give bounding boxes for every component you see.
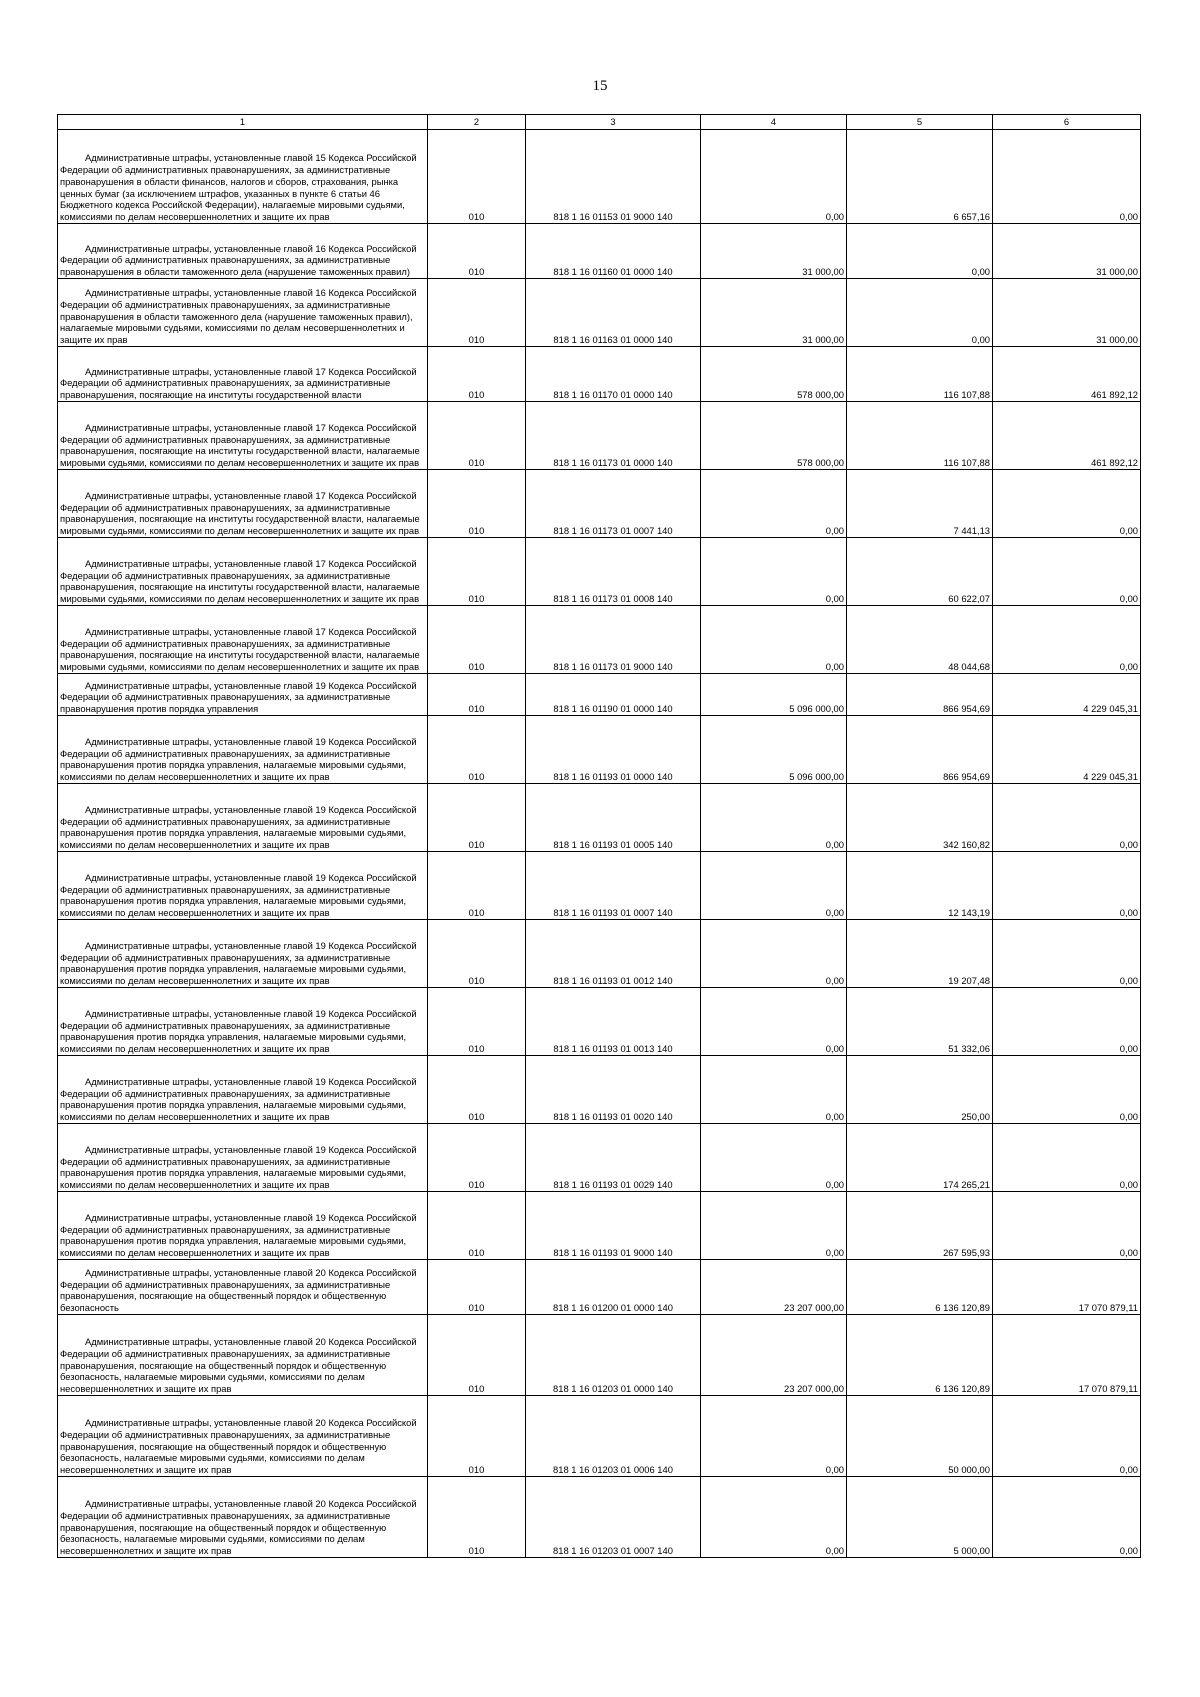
row-value-col4-cell: 578 000,00 (701, 347, 847, 402)
row-name-text: Административные штрафы, установленные главой 16 Кодекса Российской Федерации об административных правонарушениях, за административные правонарушения в области таможенного дела (нарушение таможенных правил) (60, 242, 417, 278)
row-value-col6-cell: 0,00 (993, 852, 1141, 920)
row-line-code-cell: 010 (428, 920, 526, 988)
row-name-text: Административные штрафы, установленные главой 19 Кодекса Российской Федерации об административных правонарушениях, за административные правонарушения против порядка управления, налагаемые мировыми судьями, комиссиями по делам несовершеннолетних и защите их прав (60, 803, 417, 851)
row-name-text: Административные штрафы, установленные главой 19 Кодекса Российской Федерации об административных правонарушениях, за административные правонарушения против порядка управления, налагаемые мировыми судьями, комиссиями по делам несовершеннолетних и защите их прав (60, 939, 417, 987)
row-name-text: Административные штрафы, установленные главой 17 Кодекса Российской Федерации об административных правонарушениях, за административные правонарушения, посягающие на институты государственной власти, налагаемые мировыми судьями, комиссиями по делам несовершеннолетних и защите их прав (60, 625, 420, 673)
page-number: 15 (592, 78, 608, 94)
row-value-col5-cell: 6 136 120,89 (847, 1260, 993, 1315)
row-name-text: Административные штрафы, установленные главой 19 Кодекса Российской Федерации об административных правонарушениях, за административные правонарушения против порядка управления, налагаемые мировыми судьями, комиссиями по делам несовершеннолетних и защите их прав (60, 1075, 417, 1123)
row-budget-code-cell: 818 1 16 01193 01 0000 140 (526, 716, 701, 784)
table-row (58, 538, 1141, 606)
row-name-text: Административные штрафы, установленные главой 17 Кодекса Российской Федерации об административных правонарушениях, за административные правонарушения, посягающие на институты государственной власти (60, 365, 417, 401)
row-line-code-cell: 010 (428, 784, 526, 852)
row-budget-code-cell: 818 1 16 01193 01 0013 140 (526, 988, 701, 1056)
row-name-text: Административные штрафы, установленные главой 20 Кодекса Российской Федерации об административных правонарушениях, за административные правонарушения, посягающие на общественный порядок и общественную безопасность, налагаемые мировыми судьями, комиссиями по делам несовершеннолетних и защите их прав (60, 1417, 417, 1476)
row-name-text: Административные штрафы, установленные главой 19 Кодекса Российской Федерации об административных правонарушениях, за административные правонарушения против порядка управления, налагаемые мировыми судьями, комиссиями по делам несовершеннолетних и защите их прав (60, 1007, 417, 1055)
row-name-cell (58, 674, 428, 716)
row-line-code-cell: 010 (428, 674, 526, 716)
row-budget-code-cell: 818 1 16 01173 01 9000 140 (526, 606, 701, 674)
header-cell-3: 3 (526, 115, 701, 130)
row-name-text: Административные штрафы, установленные главой 17 Кодекса Российской Федерации об административных правонарушениях, за административные правонарушения, посягающие на институты государственной власти, налагаемые мировыми судьями, комиссиями по делам несовершеннолетних и защите их прав (60, 557, 420, 605)
table-row (58, 988, 1141, 1056)
table-row (58, 606, 1141, 674)
row-value-col4-cell: 31 000,00 (701, 224, 847, 279)
row-line-code-cell: 010 (428, 716, 526, 784)
row-value-col4-cell: 23 207 000,00 (701, 1260, 847, 1315)
row-value-col6-cell: 0,00 (993, 538, 1141, 606)
row-value-col6-cell: 461 892,12 (993, 402, 1141, 470)
row-name-cell (58, 1124, 428, 1192)
row-value-col4-cell: 0,00 (701, 606, 847, 674)
row-value-col5-cell: 6 136 120,89 (847, 1315, 993, 1396)
row-value-col6-cell: 461 892,12 (993, 347, 1141, 402)
row-budget-code-cell: 818 1 16 01203 01 0007 140 (526, 1477, 701, 1558)
row-budget-code-cell: 818 1 16 01190 01 0000 140 (526, 674, 701, 716)
row-name-text: Административные штрафы, установленные главой 20 Кодекса Российской Федерации об административных правонарушениях, за административные правонарушения, посягающие на общественный порядок и общественную безопасность (60, 1266, 417, 1314)
row-value-col6-cell: 0,00 (993, 1396, 1141, 1477)
row-value-col5-cell: 12 143,19 (847, 852, 993, 920)
table-row (58, 1124, 1141, 1192)
row-value-col6-cell: 4 229 045,31 (993, 674, 1141, 716)
row-value-col4-cell: 0,00 (701, 1056, 847, 1124)
row-budget-code-cell: 818 1 16 01200 01 0000 140 (526, 1260, 701, 1315)
table-row (58, 1260, 1141, 1315)
header-cell-6: 6 (993, 115, 1141, 130)
row-value-col4-cell: 0,00 (701, 1396, 847, 1477)
row-budget-code-cell: 818 1 16 01173 01 0008 140 (526, 538, 701, 606)
row-budget-code-cell: 818 1 16 01193 01 9000 140 (526, 1192, 701, 1260)
revenue-table (57, 114, 1141, 1558)
row-line-code-cell: 010 (428, 402, 526, 470)
row-value-col4-cell: 578 000,00 (701, 402, 847, 470)
row-value-col6-cell: 31 000,00 (993, 224, 1141, 279)
row-line-code-cell: 010 (428, 852, 526, 920)
row-value-col6-cell: 0,00 (993, 988, 1141, 1056)
row-value-col5-cell: 174 265,21 (847, 1124, 993, 1192)
row-value-col6-cell: 4 229 045,31 (993, 716, 1141, 784)
row-value-col4-cell: 23 207 000,00 (701, 1315, 847, 1396)
table-row (58, 1056, 1141, 1124)
table-row (58, 347, 1141, 402)
row-value-col5-cell: 6 657,16 (847, 130, 993, 224)
row-value-col6-cell: 0,00 (993, 1477, 1141, 1558)
row-budget-code-cell: 818 1 16 01173 01 0007 140 (526, 470, 701, 538)
row-line-code-cell: 010 (428, 1056, 526, 1124)
row-value-col6-cell: 0,00 (993, 1056, 1141, 1124)
row-value-col5-cell: 866 954,69 (847, 716, 993, 784)
row-name-text: Административные штрафы, установленные главой 16 Кодекса Российской Федерации об административных правонарушениях, за административные правонарушения в области таможенного дела (нарушение таможенных правил), налагаемые мировыми судьями, комиссиями по делам несовершеннолетних и защите их прав (60, 287, 417, 346)
header-cell-4: 4 (701, 115, 847, 130)
header-cell-2: 2 (428, 115, 526, 130)
row-budget-code-cell: 818 1 16 01203 01 0006 140 (526, 1396, 701, 1477)
row-name-text: Административные штрафы, установленные главой 17 Кодекса Российской Федерации об административных правонарушениях, за административные правонарушения, посягающие на институты государственной власти, налагаемые мировыми судьями, комиссиями по делам несовершеннолетних и защите их прав (60, 489, 420, 537)
row-name-text: Административные штрафы, установленные главой 15 Кодекса Российской Федерации об административных правонарушениях, за административные правонарушения в области финансов, налогов и сборов, страхования, рынка ценных бумаг (за исключением штрафов, указанных в пункте 6 статьи 46 Бюджетного кодекса Российской Федерации), налагаемые мировыми судьями, комиссиями по делам несовершеннолетних и защите их прав (60, 152, 417, 223)
table-row (58, 1396, 1141, 1477)
row-value-col5-cell: 250,00 (847, 1056, 993, 1124)
row-value-col5-cell: 116 107,88 (847, 347, 993, 402)
row-value-col5-cell: 60 622,07 (847, 538, 993, 606)
table-header-row (58, 115, 1141, 130)
row-name-text: Административные штрафы, установленные главой 20 Кодекса Российской Федерации об административных правонарушениях, за административные правонарушения, посягающие на общественный порядок и общественную безопасность, налагаемые мировыми судьями, комиссиями по делам несовершеннолетних и защите их прав (60, 1498, 417, 1557)
row-budget-code-cell: 818 1 16 01160 01 0000 140 (526, 224, 701, 279)
row-budget-code-cell: 818 1 16 01173 01 0000 140 (526, 402, 701, 470)
row-name-cell (58, 347, 428, 402)
row-name-text: Административные штрафы, установленные главой 20 Кодекса Российской Федерации об административных правонарушениях, за административные правонарушения, посягающие на общественный порядок и общественную безопасность, налагаемые мировыми судьями, комиссиями по делам несовершеннолетних и защите их прав (60, 1336, 417, 1395)
row-value-col5-cell: 48 044,68 (847, 606, 993, 674)
row-line-code-cell: 010 (428, 988, 526, 1056)
table-row (58, 852, 1141, 920)
row-name-cell (58, 852, 428, 920)
row-budget-code-cell: 818 1 16 01193 01 0007 140 (526, 852, 701, 920)
row-value-col5-cell: 0,00 (847, 279, 993, 347)
row-value-col4-cell: 5 096 000,00 (701, 674, 847, 716)
row-name-text: Административные штрафы, установленные главой 17 Кодекса Российской Федерации об административных правонарушениях, за административные правонарушения, посягающие на институты государственной власти, налагаемые мировыми судьями, комиссиями по делам несовершеннолетних и защите их прав (60, 421, 420, 469)
row-value-col6-cell: 31 000,00 (993, 279, 1141, 347)
table-row (58, 784, 1141, 852)
row-value-col6-cell: 17 070 879,11 (993, 1315, 1141, 1396)
row-line-code-cell: 010 (428, 606, 526, 674)
row-line-code-cell: 010 (428, 1124, 526, 1192)
row-value-col6-cell: 17 070 879,11 (993, 1260, 1141, 1315)
row-value-col6-cell: 0,00 (993, 606, 1141, 674)
row-value-col4-cell: 0,00 (701, 784, 847, 852)
row-value-col4-cell: 0,00 (701, 988, 847, 1056)
row-line-code-cell: 010 (428, 1477, 526, 1558)
row-value-col6-cell: 0,00 (993, 1192, 1141, 1260)
row-name-text: Административные штрафы, установленные главой 19 Кодекса Российской Федерации об административных правонарушениях, за административные правонарушения против порядка управления, налагаемые мировыми судьями, комиссиями по делам несовершеннолетних и защите их прав (60, 871, 417, 919)
row-name-cell (58, 538, 428, 606)
row-value-col4-cell: 0,00 (701, 920, 847, 988)
row-name-cell (58, 988, 428, 1056)
row-line-code-cell: 010 (428, 1192, 526, 1260)
table-row (58, 224, 1141, 279)
row-name-cell (58, 1260, 428, 1315)
row-name-text: Административные штрафы, установленные главой 19 Кодекса Российской Федерации об административных правонарушениях, за административные правонарушения против порядка управления, налагаемые мировыми судьями, комиссиями по делам несовершеннолетних и защите их прав (60, 735, 417, 783)
row-value-col6-cell: 0,00 (993, 784, 1141, 852)
row-value-col5-cell: 50 000,00 (847, 1396, 993, 1477)
row-value-col5-cell: 5 000,00 (847, 1477, 993, 1558)
row-value-col4-cell: 0,00 (701, 538, 847, 606)
row-line-code-cell: 010 (428, 279, 526, 347)
row-value-col5-cell: 267 595,93 (847, 1192, 993, 1260)
row-name-cell (58, 470, 428, 538)
table-row (58, 130, 1141, 224)
row-name-cell (58, 920, 428, 988)
row-name-cell (58, 279, 428, 347)
row-value-col5-cell: 0,00 (847, 224, 993, 279)
table-row (58, 674, 1141, 716)
table-row (58, 470, 1141, 538)
table-row (58, 279, 1141, 347)
row-budget-code-cell: 818 1 16 01193 01 0029 140 (526, 1124, 701, 1192)
row-budget-code-cell: 818 1 16 01153 01 9000 140 (526, 130, 701, 224)
row-line-code-cell: 010 (428, 1396, 526, 1477)
row-value-col5-cell: 7 441,13 (847, 470, 993, 538)
row-name-cell (58, 402, 428, 470)
row-name-text: Административные штрафы, установленные главой 19 Кодекса Российской Федерации об административных правонарушениях, за административные правонарушения против порядка управления, налагаемые мировыми судьями, комиссиями по делам несовершеннолетних и защите их прав (60, 1143, 417, 1191)
row-value-col4-cell: 0,00 (701, 1192, 847, 1260)
row-budget-code-cell: 818 1 16 01193 01 0005 140 (526, 784, 701, 852)
row-name-text: Административные штрафы, установленные главой 19 Кодекса Российской Федерации об административных правонарушениях, за административные правонарушения против порядка управления (60, 679, 417, 715)
row-value-col6-cell: 0,00 (993, 470, 1141, 538)
table-row (58, 1477, 1141, 1558)
row-budget-code-cell: 818 1 16 01203 01 0000 140 (526, 1315, 701, 1396)
row-name-cell (58, 716, 428, 784)
row-name-cell (58, 784, 428, 852)
row-budget-code-cell: 818 1 16 01193 01 0020 140 (526, 1056, 701, 1124)
table-row (58, 402, 1141, 470)
row-budget-code-cell: 818 1 16 01193 01 0012 140 (526, 920, 701, 988)
row-line-code-cell: 010 (428, 224, 526, 279)
row-name-cell (58, 1056, 428, 1124)
row-name-cell (58, 1396, 428, 1477)
row-name-cell (58, 1192, 428, 1260)
row-value-col4-cell: 0,00 (701, 130, 847, 224)
row-value-col5-cell: 116 107,88 (847, 402, 993, 470)
row-value-col4-cell: 0,00 (701, 470, 847, 538)
header-cell-1: 1 (58, 115, 428, 130)
table-row (58, 1315, 1141, 1396)
row-name-cell (58, 606, 428, 674)
table-row (58, 1192, 1141, 1260)
row-value-col6-cell: 0,00 (993, 920, 1141, 988)
row-line-code-cell: 010 (428, 538, 526, 606)
row-line-code-cell: 010 (428, 1315, 526, 1396)
row-value-col6-cell: 0,00 (993, 1124, 1141, 1192)
row-line-code-cell: 010 (428, 130, 526, 224)
row-value-col5-cell: 866 954,69 (847, 674, 993, 716)
row-name-cell (58, 130, 428, 224)
row-value-col4-cell: 0,00 (701, 1477, 847, 1558)
row-budget-code-cell: 818 1 16 01170 01 0000 140 (526, 347, 701, 402)
row-name-cell (58, 1315, 428, 1396)
row-value-col5-cell: 51 332,06 (847, 988, 993, 1056)
row-value-col4-cell: 31 000,00 (701, 279, 847, 347)
row-line-code-cell: 010 (428, 1260, 526, 1315)
row-name-text: Административные штрафы, установленные главой 19 Кодекса Российской Федерации об административных правонарушениях, за административные правонарушения против порядка управления, налагаемые мировыми судьями, комиссиями по делам несовершеннолетних и защите их прав (60, 1211, 417, 1259)
row-value-col4-cell: 5 096 000,00 (701, 716, 847, 784)
row-value-col4-cell: 0,00 (701, 1124, 847, 1192)
row-value-col5-cell: 19 207,48 (847, 920, 993, 988)
row-value-col4-cell: 0,00 (701, 852, 847, 920)
row-name-cell (58, 224, 428, 279)
table-row (58, 920, 1141, 988)
row-value-col6-cell: 0,00 (993, 130, 1141, 224)
header-cell-5: 5 (847, 115, 993, 130)
row-budget-code-cell: 818 1 16 01163 01 0000 140 (526, 279, 701, 347)
row-line-code-cell: 010 (428, 347, 526, 402)
row-name-cell (58, 1477, 428, 1558)
row-value-col5-cell: 342 160,82 (847, 784, 993, 852)
table-row (58, 716, 1141, 784)
row-line-code-cell: 010 (428, 470, 526, 538)
